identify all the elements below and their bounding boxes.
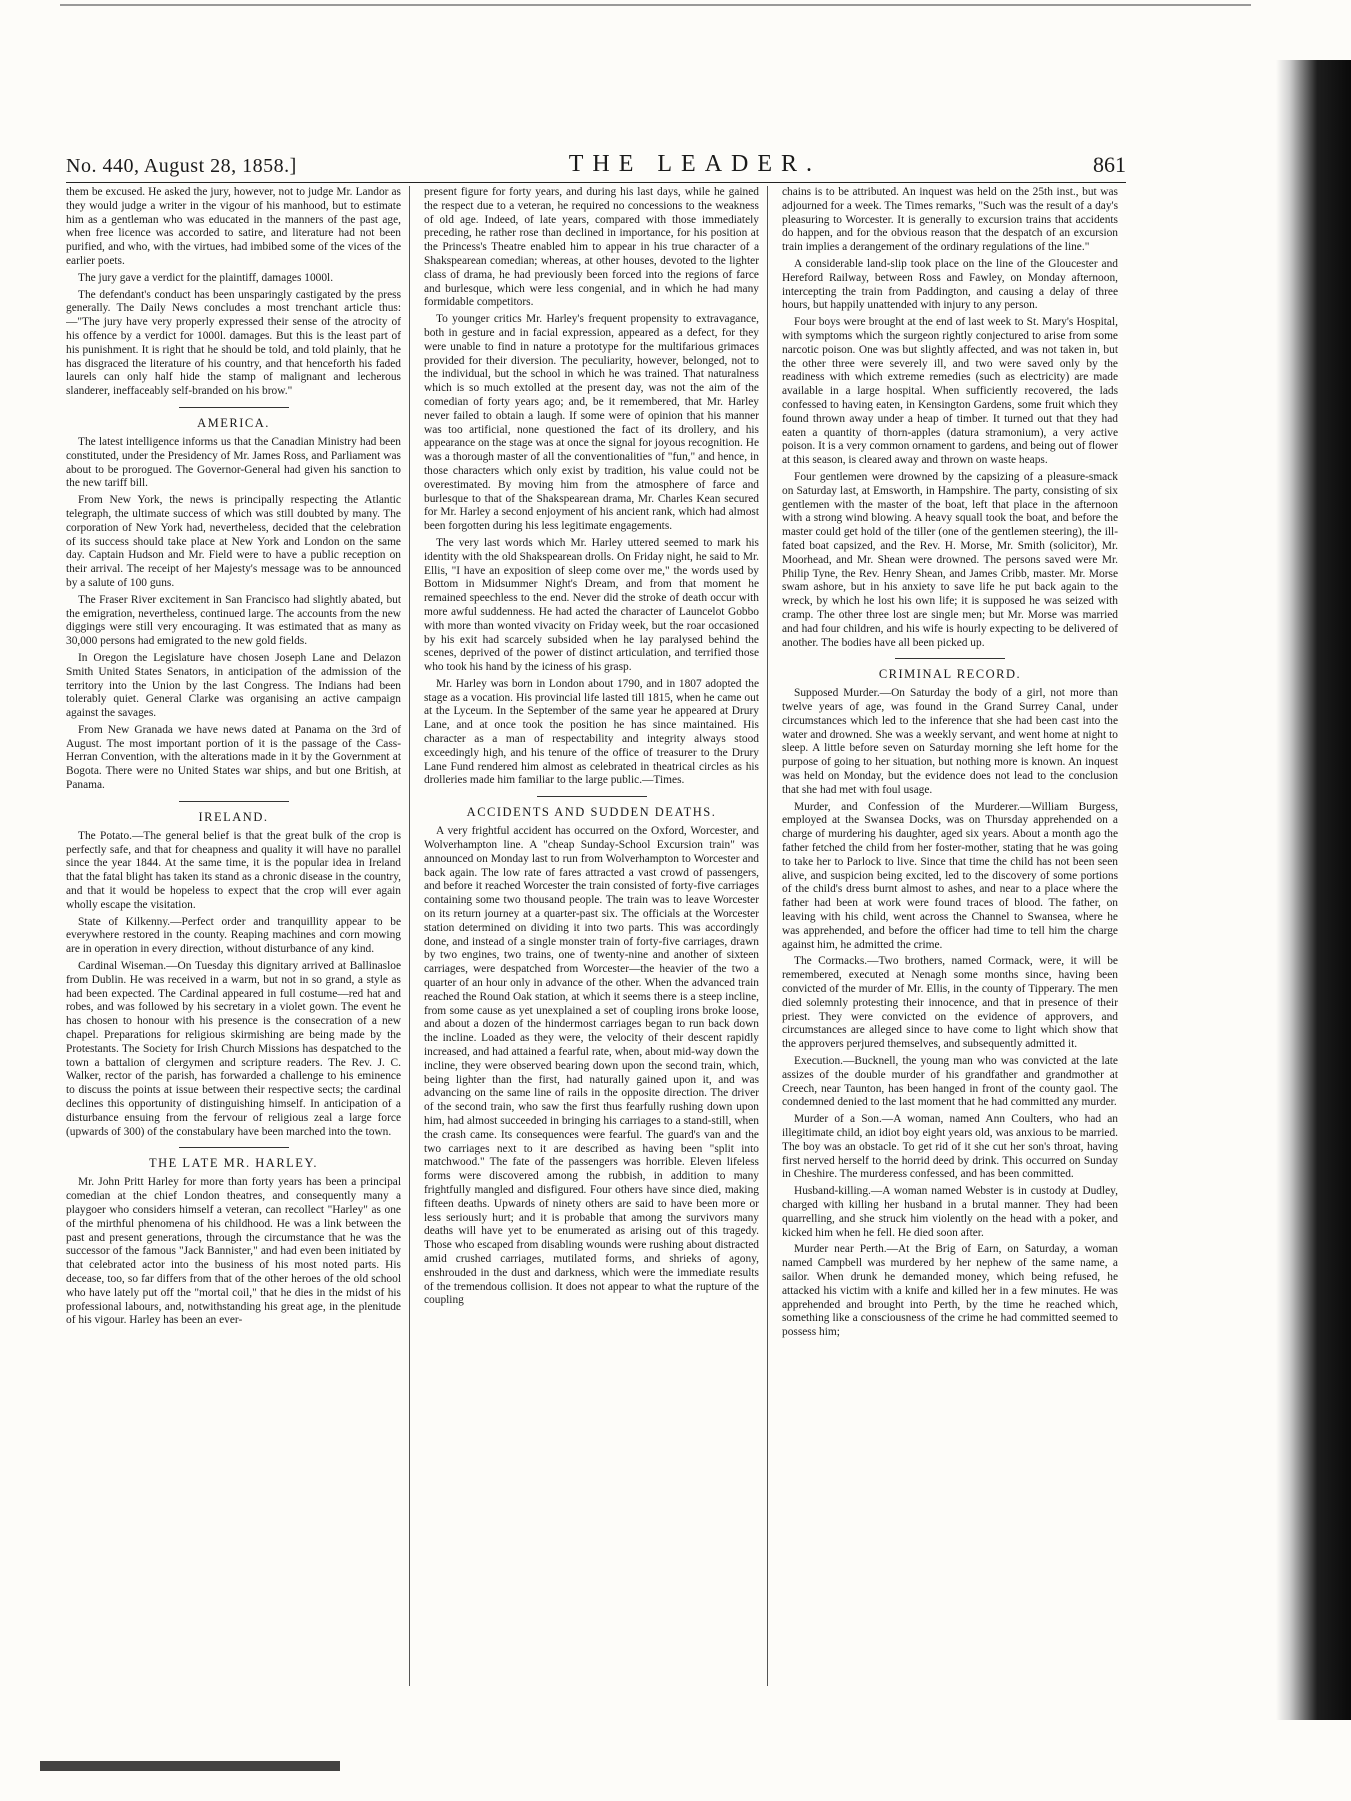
top-edge-rule [60,4,1251,6]
section-heading-criminal: CRIMINAL RECORD. [878,667,1022,682]
paragraph: A very frightful accident has occurred on the Oxford, Worcester, and Wolverhampton line. A "cheap Sunday-School Excursion train" was announced on Monday last to run from Wolverhampton to Worcester and back again. The low rate of fares attracted a vast crowd of passengers, and before it reached Worcester the train consisted of forty-five carriages containing some two thousand people. The train was to leave Worcester on its return journey at a quarter-past six. The officials at the Worcester station determined on dividing it into two parts. This was accordingly done, and instead of a single monster train of forty-five carriages, drawn by two engines, two trains, one of twenty-nine and another of sixteen carriages, were despatched from Worcester—the heavier of the two a quarter of an hour only in advance of the other. When the advanced train reached the Round Oak station, at which it seems there is a steep incline, from some cause as yet unexplained a set of coupling irons broke loose, and about a dozen of the hindermost carriages began to run back down the incline. Loaded as they were, the velocity of their descent rapidly increased, and had attained a fearful rate, when, about mid-way down the incline, they were observed bearing down upon the second train, which, being lighter than the first, had naturally gained upon it, and was advancing on the same line of rails in the opposite direction. The driver of the second train, who saw the first thus fearfully rushing down upon him, had almost succeeded in bringing his carriages to a stand-still, when the crash came. Its consequences were fearful. The guard's van and the two carriages next to it are described as having been "split into matchwood." The fate of the passengers was horrible. Eleven lifeless forms were discovered among the rubbish, in addition to many frightfully mangled and disfigured. Four others have since died, making fifteen deaths. Upwards of ninety others are said to have been more or less seriously hurt; and it is probable that among the survivors many deaths will have yet to be enumerated as arising out of this tragedy. Those who escaped from disabling wounds were rushing about distracted amid crushed carriages, mutilated forms, and shrieks of agony, enshrouded in the dust and darkness, which were the immediate results of the tremendous collision. It does not appear to what the rupture of the coupling [424,825,759,1307]
paragraph: The very last words which Mr. Harley uttered seemed to mark his identity with the old Shakspearean drolls. On Friday night, he said to Mr. Ellis, "I have an exposition of sleep come over me," the words used by Bottom in Midsummer Night's Dream, and from that moment he remained speechless to the end. Never did the stroke of death occur with more awful suddenness. He had acted the character of Launcelot Gobbo with more than wonted vivacity on Friday week, but the roar occasioned by his exit had scarcely subsided when he lay paralysed behind the scenes, deprived of the power of distinct articulation, and terrified those who took his hand by the iciness of his grasp. [424,536,759,674]
paragraph: Execution.—Bucknell, the young man who was convicted at the late assizes of the double murder of his grandfather and grandmother at Creech, near Taunton, has been hanged in front of the county gaol. The condemned denied to the last moment that he had committed any murder. [782,1055,1118,1109]
paragraph: Cardinal Wiseman.—On Tuesday this dignitary arrived at Ballinasloe from Dublin. He was received in a warm, but not in so grand, a style as had been expected. The Cardinal appeared in full costume—red hat and robes, and was followed by his secretary in a violet gown. The event he has chosen to honour with his presence is the consecration of a new chapel. Preparations for religious skirmishing are being made by the Protestants. The Society for Irish Church Missions has despatched to the town a battalion of clergymen and scripture readers. The Rev. J. C. Walker, rector of the parish, has forwarded a challenge to his eminence to discuss the points at issue between their respective sects; the cardinal declines this opportunity of distinguishing himself. In anticipation of a disturbance ensuing from the fervour of religious zeal a large force (upwards of 300) of the constabulary have been marched into the town. [66,960,401,1138]
section-heading-harley: THE LATE MR. HARLEY. [148,1156,318,1171]
paragraph: Four gentlemen were drowned by the capsizing of a pleasure-smack on Saturday last, at Emsworth, in Hampshire. The party, consisting of six gentlemen with the master of the boat, left that place in the afternoon with a strong wind blowing. A heavy squall took the boat, and before the master could get hold of the tiller (one of the gentlemen steering), the ill-fated boat capsized, and the Rev. H. Morse, Mr. Smith (solicitor), Mr. Moorhead, and Mr. Shean were drowned. The persons saved were Mr. Philip Tyne, the Rev. Henry Shean, and James Cribb, master. Mr. Morse swam ashore, but in his anxiety to save life he put back again to the wreck, by which he lost his own life; it is supposed he was seized with cramp. The other three lost are single men; but Mr. Morse was married and had four children, and his wife is hourly expecting to be delivered of another. The bodies have all been picked up. [782,470,1118,649]
article-columns [66,186,1126,1686]
paragraph: Murder of a Son.—A woman, named Ann Coulters, who had an illegitimate child, an idiot boy eight years old, was anxious to be married. The boy was an obstacle. To get rid of it she cut her son's throat, having first nerved herself to the horrid deed by drink. This occurred on Sunday in Cheshire. The murderess confessed, and has been committed. [782,1113,1118,1181]
page-number: 861 [1092,152,1126,177]
section-heading-accidents: ACCIDENTS AND SUDDEN DEATHS. [466,805,717,820]
section-divider [537,796,647,797]
paragraph: The defendant's conduct has been unsparingly castigated by the press generally. The Daily News concludes a most trenchant article thus:—"The jury have very properly expressed their sense of the atrocity of his offence by a verdict for 1000l. damages. But this is the least part of his punishment. It is right that he should be told, and told plainly, that he has disgraced the literature of his country, and that henceforth his faded laurels can only half hide the stamp of malignant and lecherous slanderer, ineffaceably self-branded on his brow." [66,288,401,398]
paragraph: Supposed Murder.—On Saturday the body of a girl, not more than twelve years of age, was found in the Grand Surrey Canal, under circumstances which led to the inference that she had been cast into the water and drowned. She was a weekly servant, and went home at night to sleep. A little before seven on Saturday morning she left home for the purpose of going to her situation, but nothing more is known. An inquest was held on Monday, but the evidence does not lead to the conclusion that she had met with foul usage. [782,687,1118,796]
paragraph: The Cormacks.—Two brothers, named Cormack, were, it will be remembered, executed at Nenagh some months since, having been convicted of the murder of Mr. Ellis, in the county of Tipperary. The men died solemnly protesting their innocence, and that in presence of their priest. They were convicted on the evidence of approvers, and circumstances are alleged since to have come to light which show that the approvers perjured themselves, and subsequently admitted it. [782,955,1118,1051]
paragraph: The Fraser River excitement in San Francisco had slightly abated, but the emigration, nevertheless, continued large. The accounts from the new diggings were still very encouraging. It was estimated that as many as 30,000 persons had emigrated to the new gold fields. [66,593,401,648]
masthead [66,148,1126,183]
paragraph: From New Granada we have news dated at Panama on the 3rd of August. The most important portion of it is the passage of the Cass-Herran Convention, with the alterations made in it by the Government at Bogota. There were no United States war ships, and but one British, at Panama. [66,723,401,792]
paragraph: The Potato.—The general belief is that the great bulk of the crop is perfectly safe, and that for cheapness and quality it will have no parallel since the year 1844. At the same time, it is the popular idea in Ireland that the fatal blight has taken its stand as a chronic disease in the country, and that it would be hopeless to expect that the crop will ever again wholly escape the visitation. [66,829,401,911]
column-1 [66,186,410,1686]
section-divider [179,407,289,408]
section-divider [895,658,1005,659]
paragraph: To younger critics Mr. Harley's frequent propensity to extravagance, both in gesture and in facial expression, appeared as a defect, for they were unable to find in nature a prototype for the multifarious grimaces provided for their diversion. The peculiarity, however, belonged, not to the individual, but the school in which he was trained. That naturalness which is so much extolled at the present day, was not the aim of the comedian of forty years ago; and, be it remembered, that Mr. Harley never failed to obtain a laugh. If some were of opinion that his manner was too artificial, none questioned the fact of its drollery, and his appearance on the stage was at once the signal for joyous recognition. He was a thorough master of all the conventionalities of "fun," and hence, in those characters which only exist by tradition, his value could not be overestimated. By moving him from the atmosphere of farce and burlesque to that of the Shakspearean drama, Mr. Charles Kean secured for Mr. Harley a second enjoyment of his ancient rank, which had almost been forgotten during his less legitimate engagements. [424,313,759,533]
section-heading-america: AMERICA. [197,415,270,430]
column-3 [782,186,1126,1686]
section-divider [179,1147,289,1148]
paragraph: The latest intelligence informs us that the Canadian Ministry had been constituted, under the Presidency of Mr. James Ross, and Parliament was about to be prorogued. The Governor-General had given his sanction to the new tariff bill. [66,435,401,490]
paragraph: Four boys were brought at the end of last week to St. Mary's Hospital, with symptoms which the surgeon rightly conjectured to arise from some narcotic poison. One was but slightly affected, and was not taken in, but the other three were severely ill, and two were saved only by the readiness with which extreme remedies (such as electricity) are made available in a large hospital. When sufficiently recovered, the lads confessed to having eaten, in Kensington Gardens, some fruit which they found thrown away under a heap of timber. It turned out that they had eaten a quantity of thorn-apples (datura stramonium), a very active poison. It is a very common ornament to gardens, and being out of flower at this season, is cleared away and thrown on waste heaps. [782,316,1118,467]
section-heading-ireland: IRELAND. [198,809,269,824]
paragraph: In Oregon the Legislature have chosen Joseph Lane and Delazon Smith United States Senators, in anticipation of the admission of the territory into the Union by the last Congress. The Indians had been tolerably quiet. General Clarke was organising an active campaign against the savages. [66,651,401,720]
bottom-edge-scan-mark [40,1761,340,1771]
paragraph: chains is to be attributed. An inquest was held on the 25th inst., but was adjourned for a week. The Times remarks, "Such was the result of a day's pleasuring to Worcester. It is generally to excursion trains that accidents do happen, and for the obvious reason that the despatch of an excursion train implies a derangement of the ordinary regulations of the line." [782,186,1118,254]
paragraph: A considerable land-slip took place on the line of the Gloucester and Hereford Railway, between Ross and Fawley, on Monday afternoon, intercepting the train from Paddington, and causing a delay of three hours, but happily unattended with injury to any person. [782,257,1118,312]
paper-title: THE LEADER. [568,151,822,177]
paragraph: State of Kilkenny.—Perfect order and tranquillity appear to be everywhere restored in the county. Reaping machines and corn mowing are in operation in every direction, without disturbance of any kind. [66,915,401,956]
column-2 [424,186,768,1686]
paragraph: Husband-killing.—A woman named Webster is in custody at Dudley, charged with killing her husband in a brutal manner. They had been quarrelling, and she struck him violently on the head with a poker, and kicked him when he fell. He died soon after. [782,1185,1118,1239]
paragraph: them be excused. He asked the jury, however, not to judge Mr. Landor as they would judge a writer in the vigour of his manhood, but to estimate him as a gentleman who was educated in the manners of the past age, when free licence was accorded to satire, and literature had not been purified, and who, with the virtues, had imbibed some of the vices of the earlier poets. [66,186,401,267]
paragraph: Mr. John Pritt Harley for more than forty years has been a principal comedian at the chief London theatres, and consequently many a playgoer who considers himself a veteran, can recollect "Harley" as one of the mirthful phenomena of his childhood. He was a link between the past and present generations, through the circumstance that he was the successor of the famous "Jack Bannister," and had even been initiated by that celebrated actor into the business of his most noted parts. His decease, too, so far differs from that of the other heroes of the old school who have lately put off the "mortal coil," that he dies in the midst of his professional labours, and, notwithstanding his great age, in the plenitude of his vigour. Harley has been an ever- [66,1176,401,1327]
paragraph: The jury gave a verdict for the plaintiff, damages 1000l. [78,271,334,284]
section-divider [179,801,289,802]
paragraph: From New York, the news is principally respecting the Atlantic telegraph, the ultimate success of which was still doubted by many. The corporation of New York had, nevertheless, decided that the celebration of its success should take place at New York and London on the same day. Captain Hudson and Mr. Field were to have a public reception on their arrival. The receipt of her Majesty's message was to be announced by a salute of 100 guns. [66,494,401,589]
paragraph: Mr. Harley was born in London about 1790, and in 1807 adopted the stage as a vocation. His provincial life lasted till 1815, when he came out at the Lyceum. In the September of the same year he appeared at Drury Lane, and at once took the position he has since maintained. His character as a man of respectability and integrity always stood exceedingly high, and his tenure of the office of treasurer to the Drury Lane Fund rendered him almost as celebrated in theatrical circles as his drolleries made him familiar to the large public.—Times. [424,677,759,787]
paragraph: Murder near Perth.—At the Brig of Earn, on Saturday, a woman named Campbell was murdered by her nephew of the same name, a sailor. When drunk he demanded money, which being refused, he attacked his victim with a knife and killed her in a few minutes. He was apprehended and brought into Perth, by the time he reached which, something like a consciousness of the crime he had committed seemed to possess him; [782,1243,1118,1339]
binding-shadow [1276,60,1351,1720]
paragraph: present figure for forty years, and during his last days, while he gained the respect due to a veteran, he required no concessions to the weakness of old age. Indeed, of late years, compared with those immediately preceding, he rather rose than declined in importance, for his position at the Princess's Theatre enabled him to appear in his true character of a Shakspearean comedian; whereas, at other houses, devoted to the lighter class of drama, he had previously been forced into the regions of farce and burlesque, which were less congenial, and in which he had many formidable competitors. [424,186,759,309]
paragraph: Murder, and Confession of the Murderer.—William Burgess, employed at the Swansea Docks, was on Thursday apprehended on a charge of murdering his daughter, aged six years. About a month ago the father fetched the child from her foster-mother, stating that he was going to take her to Parlock to live. Since that time the child has not been seen alive, and suspicion being excited, led to the discovery of some portions of the child's dress burnt almost to ashes, and near to a place where the father had been at work were found traces of blood. The father, on leaving with his child, went across the Channel to Swansea, where he was apprehended, and before the officer had time to tell him the charge against him, he admitted the crime. [782,800,1118,951]
issue-date: No. 440, August 28, 1858.] [66,155,297,177]
